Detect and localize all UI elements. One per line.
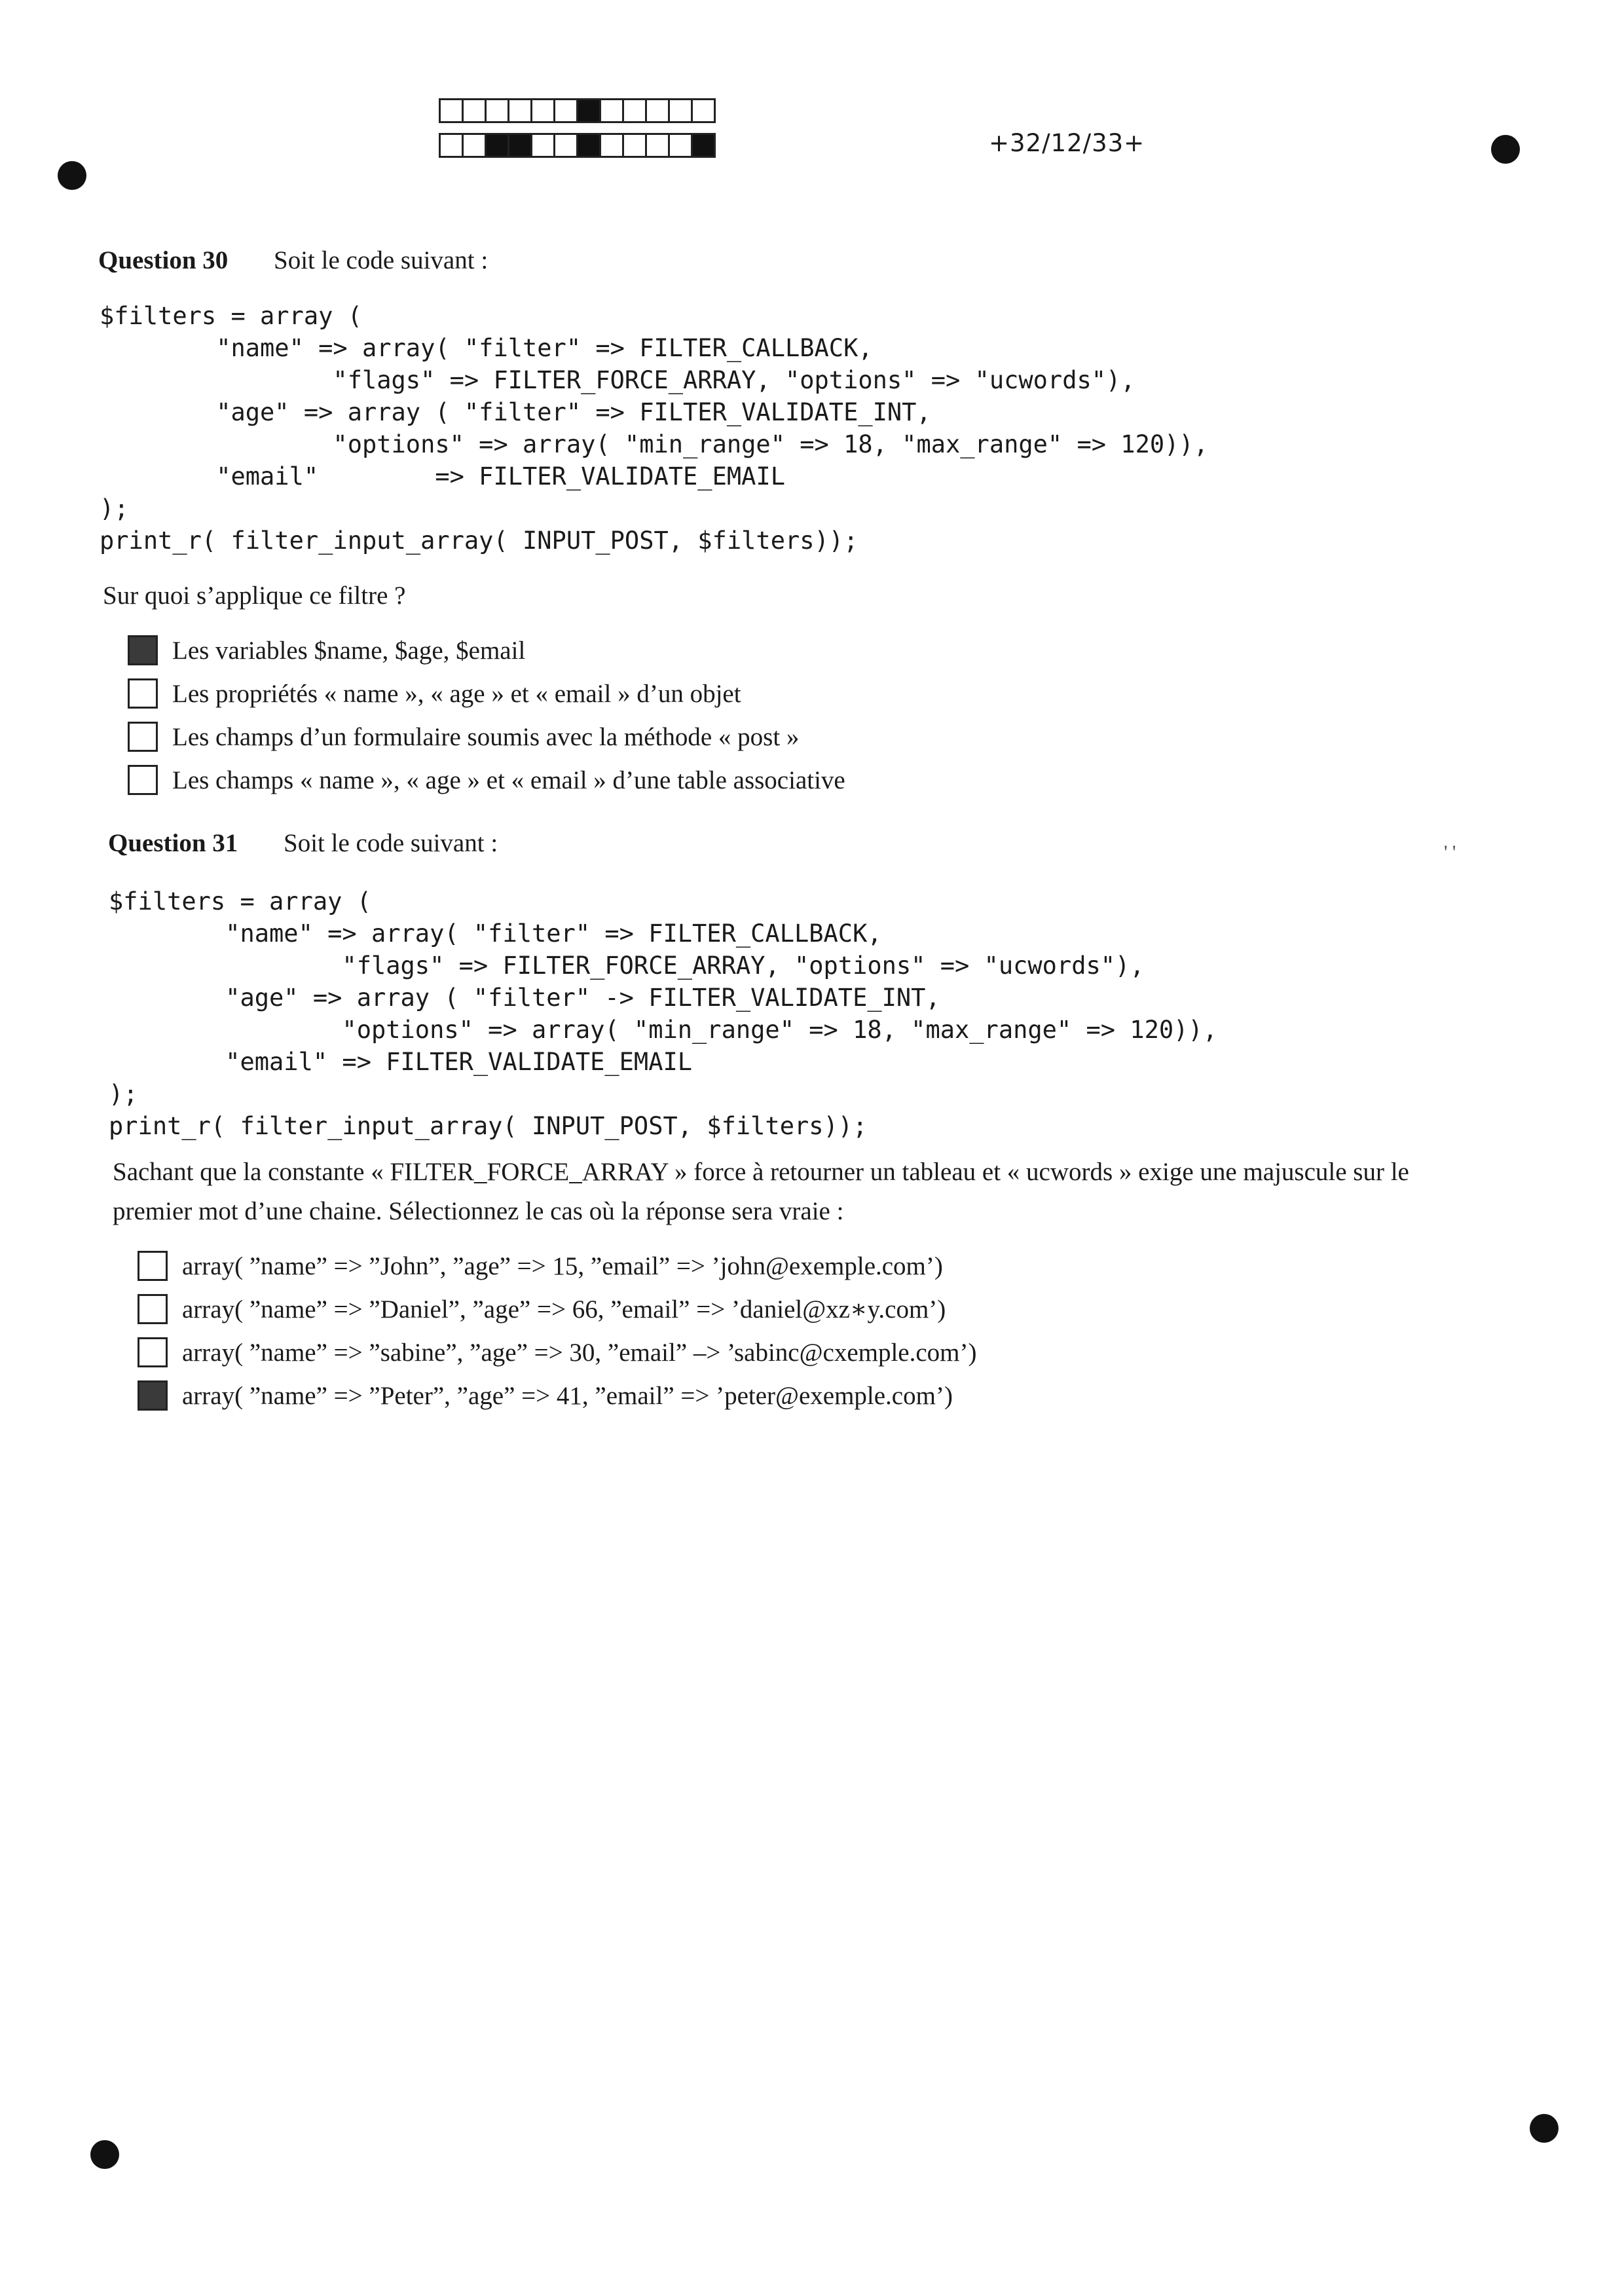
question-31-options <box>138 1244 976 1417</box>
question-31-code: $filters = array ( "name" => array( "filter" => FILTER_CALLBACK, "flags" => FILTER_FORCE_ARRAY, "options" => "ucwords"), "age" => array ( "filter" -> FILTER_VALIDATE_INT, "options" => array( "min_range" => 18, "max_range" => 120)), "email" => FILTER_VALIDATE_EMAIL ); print_r( filter_input_array( INPUT_POST, $filters)); <box>109 887 1217 1140</box>
student-id-grid-row-1 <box>439 98 714 123</box>
id-grid-cell <box>576 133 601 158</box>
id-grid-cell <box>668 133 693 158</box>
id-grid-cell <box>439 133 464 158</box>
checkbox[interactable] <box>138 1251 168 1281</box>
checkbox[interactable] <box>128 722 158 752</box>
registration-mark-top-left <box>58 161 86 190</box>
id-grid-cell <box>553 133 578 158</box>
id-grid-cell <box>622 133 647 158</box>
question-31-prompt-line-2: premier mot d’une chaine. Sélectionnez le cas où la réponse sera vraie : <box>113 1197 844 1225</box>
id-grid-cell <box>530 133 555 158</box>
checkbox[interactable] <box>128 678 158 709</box>
q31-option-1[interactable] <box>138 1244 976 1287</box>
option-label: array( ”name” => ”John”, ”age” => 15, ”email” => ’john@exemple.com’) <box>182 1251 943 1280</box>
question-30-prompt: Sur quoi s’applique ce filtre ? <box>103 582 406 610</box>
question-30-options <box>128 629 845 802</box>
id-grid-cell <box>668 98 693 123</box>
option-label: array( ”name” => ”Peter”, ”age” => 41, ”email” => ’peter@exemple.com’) <box>182 1381 953 1410</box>
q31-option-2[interactable] <box>138 1287 976 1331</box>
id-grid-cell <box>462 133 487 158</box>
id-grid-cell <box>462 98 487 123</box>
student-id-grid-row-2 <box>439 133 714 158</box>
id-grid-cell <box>691 133 716 158</box>
question-30-header <box>98 246 488 275</box>
checkbox[interactable] <box>138 1294 168 1324</box>
question-30-intro: Soit le code suivant : <box>274 246 489 274</box>
q30-option-1[interactable] <box>128 629 845 672</box>
question-31-intro: Soit le code suivant : <box>284 829 498 857</box>
option-label: Les champs « name », « age » et « email » d’une table associative <box>172 766 845 794</box>
checkbox[interactable] <box>128 765 158 795</box>
option-label: array( ”name” => ”sabine”, ”age” => 30, ”email” –> ’sabinc@cxemple.com’) <box>182 1338 977 1367</box>
option-label: Les propriétés « name », « age » et « email » d’un objet <box>172 679 741 708</box>
option-label: array( ”name” => ”Daniel”, ”age” => 66, ”email” => ’daniel@xz∗y.com’) <box>182 1295 946 1324</box>
registration-mark-top-right <box>1491 135 1520 164</box>
registration-mark-bottom-right <box>1530 2114 1559 2143</box>
q30-option-2[interactable] <box>128 672 845 715</box>
question-30-number: Question 30 <box>98 246 229 274</box>
checked-checkbox[interactable] <box>128 635 158 665</box>
id-grid-cell <box>599 133 624 158</box>
q30-option-3[interactable] <box>128 715 845 758</box>
id-grid-cell <box>439 98 464 123</box>
id-grid-cell <box>530 98 555 123</box>
id-grid-cell <box>645 133 670 158</box>
question-31-prompt-line-1: Sachant que la constante « FILTER_FORCE_ARRAY » force à retourner un tableau et « ucwords » exige une majuscule sur le <box>113 1158 1409 1186</box>
id-grid-cell <box>599 98 624 123</box>
question-30-code: $filters = array ( "name" => array( "filter" => FILTER_CALLBACK, "flags" => FILTER_FORCE_ARRAY, "options" => "ucwords"), "age" => array ( "filter" => FILTER_VALIDATE_INT, "options" => array( "min_range" => 18, "max_range" => 120)), "email" => FILTER_VALIDATE_EMAIL ); print_r( filter_input_array( INPUT_POST, $filters)); <box>100 302 1208 555</box>
id-grid-cell <box>485 98 509 123</box>
q30-option-4[interactable] <box>128 758 845 802</box>
registration-mark-bottom-left <box>90 2140 119 2169</box>
id-grid-cell <box>576 98 601 123</box>
page-number: +32/12/33+ <box>989 129 1145 157</box>
id-grid-cell <box>507 133 532 158</box>
id-grid-cell <box>645 98 670 123</box>
checkbox[interactable] <box>138 1337 168 1367</box>
margin-mark: ' ' <box>1444 842 1456 863</box>
id-grid-cell <box>507 98 532 123</box>
q31-option-4[interactable] <box>138 1374 976 1417</box>
option-label: Les champs d’un formulaire soumis avec la méthode « post » <box>172 722 800 751</box>
question-31-number: Question 31 <box>108 829 238 857</box>
option-label: Les variables $name, $age, $email <box>172 636 526 665</box>
q31-option-3[interactable] <box>138 1331 976 1374</box>
id-grid-cell <box>691 98 716 123</box>
id-grid-cell <box>553 98 578 123</box>
id-grid-cell <box>622 98 647 123</box>
question-31-prompt <box>113 1153 1409 1231</box>
checked-checkbox[interactable] <box>138 1380 168 1411</box>
id-grid-cell <box>485 133 509 158</box>
question-31-header <box>108 828 498 858</box>
